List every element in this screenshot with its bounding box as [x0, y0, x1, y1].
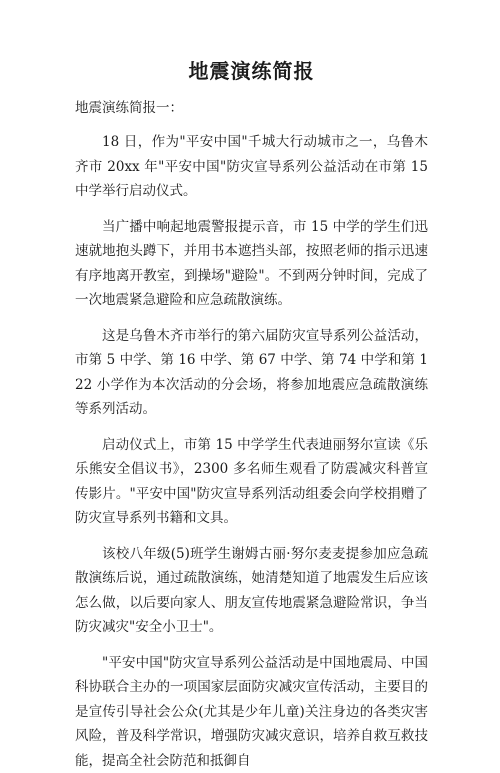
- document-title: 地震演练简报: [75, 58, 428, 84]
- paragraph-3: 这是乌鲁木齐市举行的第六届防灾宣导系列公益活动，市第 5 中学、第 16 中学、第 67 中学、第 74 中学和第 122 小学作为本次活动的分会场，将参加地震应急疏散演练等系列活动。: [75, 324, 428, 422]
- paragraph-5: 该校八年级(5)班学生谢姆古丽·努尔麦麦提参加应急疏散演练后说，通过疏散演练，她清楚知道了地震发生后应该怎么做，以后要向家人、朋友宣传地震紧急避险常识，争当防灾减灾"安全小卫士"。: [75, 542, 428, 640]
- paragraph-6: "平安中国"防灾宣导系列公益活动是中国地震局、中国科协联合主办的一项国家层面防灾减灾宣传活动，主要目的是宣传引导社会公众(尤其是少年儿童)关注身边的各类灾害风险，普及科学常识，增强防灾减灾意识，培养自救互救技能，提高全社会防范和抵御自: [75, 651, 428, 773]
- paragraph-1: 18 日，作为"平安中国"千城大行动城市之一，乌鲁木齐市 20xx 年"平安中国"防灾宣导系列公益活动在市第 15 中学举行启动仪式。: [75, 130, 428, 204]
- document-subtitle: 地震演练简报一：: [75, 96, 428, 120]
- paragraph-2: 当广播中响起地震警报提示音，市 15 中学的学生们迅速就地抱头蹲下，并用书本遮挡头部，按照老师的指示迅速有序地离开教室，到操场"避险"。不到两分钟时间，完成了一次地震紧急避险和应急疏散演练。: [75, 215, 428, 313]
- paragraph-4: 启动仪式上，市第 15 中学学生代表迪丽努尔宣读《乐乐熊安全倡议书》，2300 多名师生观看了防震减灾科普宣传影片。"平安中国"防灾宣导系列活动组委会向学校捐赠了防灾宣导系列书籍和文具。: [75, 433, 428, 531]
